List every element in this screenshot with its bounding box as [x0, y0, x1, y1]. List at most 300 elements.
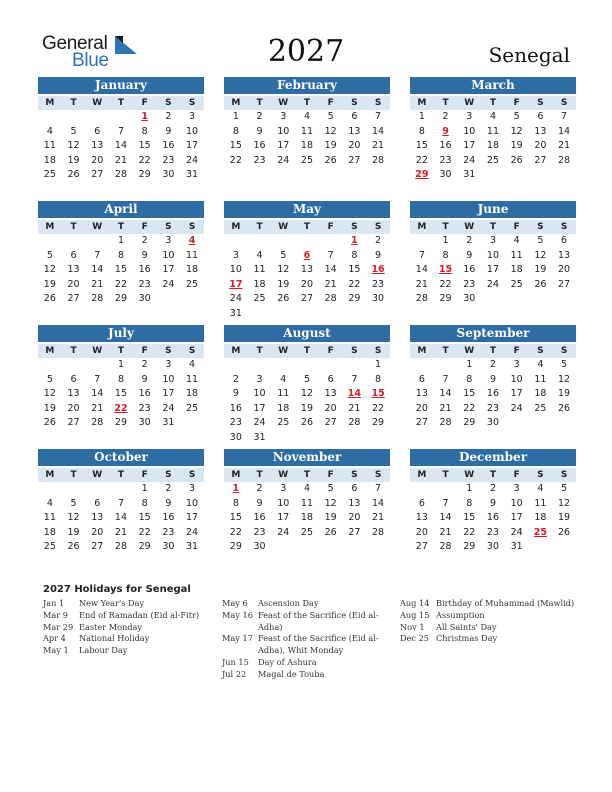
- day-cell: 17: [277, 512, 290, 524]
- day-cell: 11: [534, 373, 547, 385]
- day-cell: 28: [91, 293, 104, 305]
- day-cell: 11: [43, 512, 56, 524]
- day-cell: 6: [351, 483, 358, 494]
- weekday-label: M: [231, 346, 241, 356]
- day-cell: 26: [277, 293, 290, 305]
- day-cell: 3: [513, 359, 520, 370]
- day-cell: 4: [46, 125, 53, 137]
- holiday-name: Feast of the Sacrifice (Eid al-Adha): [258, 609, 379, 632]
- day-cell: 19: [510, 140, 523, 152]
- weekday-label: T: [442, 346, 449, 356]
- weekday-label: W: [278, 222, 289, 232]
- day-cell: 16: [486, 512, 499, 524]
- weekday-label: T: [489, 346, 497, 356]
- weekday-label: F: [513, 346, 520, 356]
- day-cell: 22: [463, 402, 476, 414]
- day-cell: 17: [186, 140, 199, 152]
- day-cell: 14: [114, 140, 127, 152]
- day-cell: 27: [534, 154, 547, 166]
- weekday-label: W: [92, 98, 103, 108]
- holiday-name: Ascension Day: [258, 598, 319, 608]
- empty-day-cell: [85, 110, 109, 125]
- day-cell: 9: [466, 249, 473, 261]
- day-grid: [38, 358, 204, 431]
- weekday-label: W: [92, 470, 103, 480]
- day-cell: 24: [162, 278, 175, 290]
- weekday-label: T: [70, 470, 77, 480]
- day-grid: [410, 482, 576, 555]
- day-cell: 24: [277, 526, 290, 538]
- holiday-item: [43, 622, 221, 634]
- day-cell: 4: [303, 483, 310, 494]
- empty-day-cell: [109, 482, 133, 497]
- day-cell: 3: [189, 483, 196, 494]
- day-cell: 14: [114, 512, 127, 524]
- day-cell: 12: [43, 388, 56, 400]
- day-cell: 16: [162, 512, 175, 524]
- day-cell: 1: [375, 359, 382, 370]
- day-cell: 12: [510, 125, 523, 137]
- weekday-label: W: [464, 222, 475, 232]
- day-cell: 13: [348, 497, 361, 509]
- day-cell: 10: [510, 373, 523, 385]
- holiday-item: [43, 598, 221, 610]
- day-cell: 24: [486, 278, 499, 290]
- weekday-label: W: [278, 98, 289, 108]
- holiday-item: [400, 610, 578, 622]
- day-cell: 21: [114, 154, 127, 166]
- weekday-label: F: [513, 470, 520, 480]
- weekday-label: T: [442, 98, 449, 108]
- day-cell: 8: [141, 497, 148, 509]
- day-cell: 24: [229, 293, 242, 305]
- day-cell: 23: [372, 278, 385, 290]
- day-cell: 7: [94, 373, 101, 385]
- day-cell: 5: [327, 111, 334, 122]
- day-cell: 4: [256, 249, 263, 261]
- month-header: October: [38, 449, 204, 466]
- holiday-name: Day of Ashura: [258, 656, 317, 667]
- day-cell: 20: [300, 278, 313, 290]
- month-header: May: [224, 201, 390, 218]
- day-cell: 27: [324, 417, 337, 429]
- weekday-label: W: [464, 98, 475, 108]
- empty-day-cell: [224, 234, 248, 249]
- logo-blue-text: Blue: [72, 50, 109, 71]
- day-cell: 12: [558, 497, 571, 509]
- weekday-label: S: [165, 222, 172, 232]
- day-grid: [38, 110, 204, 183]
- weekday-header-row: [38, 96, 204, 110]
- day-cell: 6: [70, 373, 77, 385]
- weekday-label: T: [70, 222, 77, 232]
- day-cell: 18: [510, 264, 523, 276]
- day-cell: 24: [162, 402, 175, 414]
- holiday-item: [222, 669, 400, 681]
- weekday-header-row: [224, 220, 390, 234]
- day-cell: 15: [114, 264, 127, 276]
- month-header: November: [224, 449, 390, 466]
- weekday-label: T: [489, 470, 497, 480]
- day-cell: 10: [253, 388, 266, 400]
- day-grid: [224, 482, 390, 555]
- day-cell: 12: [43, 264, 56, 276]
- day-cell: 12: [324, 497, 337, 509]
- empty-day-cell: [38, 110, 62, 125]
- holiday-column: [43, 598, 221, 657]
- holiday-day-cell: 14: [347, 388, 361, 400]
- day-cell: 19: [558, 388, 571, 400]
- day-cell: 3: [280, 111, 287, 122]
- day-cell: 21: [415, 278, 428, 290]
- day-cell: 28: [415, 293, 428, 305]
- day-cell: 15: [463, 388, 476, 400]
- day-cell: 19: [300, 402, 313, 414]
- day-cell: 25: [43, 169, 56, 181]
- day-cell: 10: [229, 264, 242, 276]
- weekday-label: S: [374, 470, 382, 480]
- weekday-header-row: [410, 96, 576, 110]
- day-cell: 12: [277, 264, 290, 276]
- weekday-label: M: [45, 346, 55, 356]
- day-cell: 21: [558, 140, 571, 152]
- weekday-label: S: [374, 98, 382, 108]
- day-cell: 17: [510, 388, 523, 400]
- day-cell: 4: [537, 483, 544, 494]
- day-cell: 10: [277, 125, 290, 137]
- day-cell: 25: [43, 541, 56, 553]
- weekday-label: S: [351, 98, 358, 108]
- day-cell: 2: [375, 235, 382, 246]
- day-cell: 20: [91, 154, 104, 166]
- day-cell: 7: [561, 111, 568, 122]
- holiday-day-cell: 1: [232, 483, 240, 494]
- day-cell: 18: [253, 278, 266, 290]
- day-cell: 6: [537, 111, 544, 122]
- weekday-label: M: [231, 98, 241, 108]
- day-cell: 14: [439, 512, 452, 524]
- month-header: July: [38, 325, 204, 342]
- day-cell: 21: [324, 278, 337, 290]
- holiday-date: Mar 29: [43, 621, 74, 632]
- empty-day-cell: [343, 358, 367, 373]
- weekday-label: T: [70, 346, 77, 356]
- day-cell: 20: [415, 402, 428, 414]
- weekday-label: S: [188, 346, 196, 356]
- month-october: [38, 449, 204, 555]
- empty-day-cell: [62, 358, 86, 373]
- weekday-label: S: [537, 470, 544, 480]
- weekday-label: W: [92, 346, 103, 356]
- day-cell: 26: [558, 402, 571, 414]
- day-grid: [410, 234, 576, 307]
- day-cell: 9: [165, 125, 172, 137]
- day-cell: 20: [324, 402, 337, 414]
- weekday-label: T: [489, 222, 497, 232]
- day-cell: 24: [510, 526, 523, 538]
- day-cell: 6: [351, 111, 358, 122]
- day-cell: 24: [253, 417, 266, 429]
- day-cell: 28: [91, 417, 104, 429]
- day-cell: 26: [67, 169, 80, 181]
- day-cell: 20: [91, 526, 104, 538]
- empty-day-cell: [319, 358, 343, 373]
- day-cell: 25: [300, 154, 313, 166]
- day-cell: 20: [558, 264, 571, 276]
- day-cell: 3: [489, 235, 496, 246]
- day-cell: 12: [558, 373, 571, 385]
- day-cell: 6: [561, 235, 568, 246]
- holiday-name: Assumption: [436, 609, 485, 620]
- day-cell: 9: [165, 497, 172, 509]
- day-cell: 16: [229, 402, 242, 414]
- holiday-name: Feast of the Sacrifice (Eid al-Adha), Whit Monday: [258, 633, 379, 656]
- holiday-item: [222, 657, 400, 669]
- day-cell: 13: [91, 140, 104, 152]
- day-cell: 29: [439, 293, 452, 305]
- month-header: August: [224, 325, 390, 342]
- weekday-label: M: [417, 470, 427, 480]
- day-cell: 7: [442, 373, 449, 385]
- holiday-name: End of Ramadan (Eid al-Fitr): [79, 609, 200, 620]
- day-cell: 28: [348, 417, 361, 429]
- empty-day-cell: [434, 482, 458, 497]
- day-cell: 1: [466, 359, 473, 370]
- month-header: February: [224, 77, 390, 94]
- weekday-header-row: [224, 344, 390, 358]
- day-cell: 8: [232, 497, 239, 509]
- month-header: September: [410, 325, 576, 342]
- day-cell: 5: [327, 483, 334, 494]
- holiday-day-cell: 25: [533, 526, 547, 538]
- day-cell: 13: [415, 388, 428, 400]
- day-cell: 5: [46, 373, 53, 385]
- weekday-label: M: [45, 222, 55, 232]
- day-cell: 15: [415, 140, 428, 152]
- weekday-label: S: [537, 98, 544, 108]
- day-cell: 17: [162, 264, 175, 276]
- day-cell: 17: [277, 140, 290, 152]
- day-cell: 26: [534, 278, 547, 290]
- weekday-label: M: [417, 346, 427, 356]
- empty-day-cell: [271, 234, 295, 249]
- weekday-label: F: [141, 98, 148, 108]
- day-cell: 11: [253, 264, 266, 276]
- day-cell: 7: [94, 249, 101, 261]
- month-august: [224, 325, 390, 446]
- day-cell: 3: [466, 111, 473, 122]
- day-cell: 5: [561, 359, 568, 370]
- weekday-label: M: [417, 98, 427, 108]
- day-cell: 3: [280, 483, 287, 494]
- weekday-label: T: [303, 222, 311, 232]
- empty-day-cell: [410, 234, 434, 249]
- day-cell: 24: [463, 154, 476, 166]
- day-cell: 8: [375, 373, 382, 385]
- holidays-title: 2027 Holidays for Senegal: [43, 584, 191, 595]
- month-header: June: [410, 201, 576, 218]
- day-cell: 19: [534, 264, 547, 276]
- weekday-label: T: [117, 470, 125, 480]
- weekday-header-row: [38, 220, 204, 234]
- day-cell: 13: [67, 388, 80, 400]
- day-grid: [410, 110, 576, 183]
- holiday-name: Christmas Day: [436, 633, 498, 644]
- day-cell: 10: [486, 249, 499, 261]
- day-cell: 29: [138, 541, 151, 553]
- day-cell: 21: [114, 526, 127, 538]
- day-cell: 19: [67, 526, 80, 538]
- day-cell: 18: [300, 140, 313, 152]
- month-november: [224, 449, 390, 555]
- day-cell: 27: [415, 541, 428, 553]
- day-cell: 8: [141, 125, 148, 137]
- day-cell: 1: [117, 235, 124, 246]
- day-cell: 15: [229, 140, 242, 152]
- holiday-date: Mar 9: [43, 609, 68, 620]
- empty-day-cell: [85, 358, 109, 373]
- day-cell: 13: [300, 264, 313, 276]
- day-cell: 16: [486, 388, 499, 400]
- day-cell: 23: [486, 402, 499, 414]
- day-cell: 4: [537, 359, 544, 370]
- day-cell: 16: [253, 512, 266, 524]
- day-cell: 28: [372, 526, 385, 538]
- weekday-label: F: [513, 222, 520, 232]
- weekday-label: F: [513, 98, 520, 108]
- holiday-date: Aug 15: [400, 609, 430, 620]
- day-cell: 26: [324, 154, 337, 166]
- day-cell: 9: [489, 497, 496, 509]
- day-cell: 30: [138, 293, 151, 305]
- weekday-label: T: [256, 98, 263, 108]
- holiday-date: Dec 25: [400, 633, 430, 644]
- day-cell: 2: [141, 235, 148, 246]
- weekday-label: W: [92, 222, 103, 232]
- day-cell: 10: [510, 497, 523, 509]
- day-cell: 16: [138, 388, 151, 400]
- day-cell: 22: [138, 526, 151, 538]
- holiday-day-cell: 1: [351, 235, 358, 246]
- weekday-label: T: [256, 222, 263, 232]
- day-cell: 21: [439, 402, 452, 414]
- day-cell: 23: [463, 278, 476, 290]
- weekday-header-row: [224, 468, 390, 482]
- day-cell: 18: [486, 140, 499, 152]
- weekday-label: T: [117, 222, 125, 232]
- empty-day-cell: [319, 234, 343, 249]
- day-cell: 2: [442, 111, 449, 122]
- empty-day-cell: [271, 358, 295, 373]
- day-cell: 13: [534, 125, 547, 137]
- day-cell: 11: [43, 140, 56, 152]
- day-cell: 22: [372, 402, 385, 414]
- day-grid: [224, 110, 390, 168]
- weekday-label: F: [141, 346, 148, 356]
- month-header: March: [410, 77, 576, 94]
- day-cell: 31: [186, 169, 199, 181]
- holiday-day-cell: 15: [438, 264, 453, 276]
- day-cell: 15: [348, 264, 361, 276]
- weekday-label: T: [256, 346, 263, 356]
- day-cell: 30: [486, 541, 499, 553]
- holiday-item: [222, 633, 400, 657]
- day-cell: 8: [117, 373, 124, 385]
- holiday-date: Jun 15: [222, 656, 249, 667]
- day-cell: 10: [162, 249, 175, 261]
- day-cell: 31: [229, 307, 242, 319]
- holiday-day-cell: 6: [303, 249, 311, 261]
- day-cell: 3: [165, 359, 172, 370]
- day-cell: 17: [463, 140, 476, 152]
- holiday-column: [222, 598, 400, 681]
- weekday-label: F: [141, 470, 148, 480]
- holiday-date: May 17: [222, 633, 253, 644]
- day-cell: 9: [256, 497, 263, 509]
- empty-day-cell: [434, 358, 458, 373]
- day-cell: 26: [300, 417, 313, 429]
- day-cell: 13: [67, 264, 80, 276]
- day-cell: 23: [229, 417, 242, 429]
- weekday-label: S: [188, 470, 196, 480]
- day-cell: 20: [348, 140, 361, 152]
- day-cell: 14: [91, 388, 104, 400]
- weekday-label: S: [537, 346, 544, 356]
- weekday-label: S: [165, 98, 172, 108]
- day-cell: 29: [463, 417, 476, 429]
- day-cell: 30: [138, 417, 151, 429]
- empty-day-cell: [38, 482, 62, 497]
- month-header: December: [410, 449, 576, 466]
- month-july: [38, 325, 204, 431]
- day-cell: 19: [67, 154, 80, 166]
- day-cell: 28: [558, 154, 571, 166]
- empty-day-cell: [62, 234, 86, 249]
- day-cell: 30: [372, 293, 385, 305]
- day-cell: 21: [372, 512, 385, 524]
- day-cell: 27: [348, 154, 361, 166]
- day-cell: 15: [138, 512, 151, 524]
- day-cell: 14: [91, 264, 104, 276]
- empty-day-cell: [248, 234, 272, 249]
- month-may: [224, 201, 390, 322]
- day-cell: 7: [442, 497, 449, 509]
- day-cell: 25: [510, 278, 523, 290]
- holiday-day-cell: 17: [229, 278, 243, 290]
- holiday-date: May 1: [43, 645, 69, 656]
- day-cell: 16: [463, 264, 476, 276]
- day-cell: 10: [277, 497, 290, 509]
- weekday-label: S: [351, 470, 358, 480]
- month-april: [38, 201, 204, 307]
- day-cell: 24: [186, 154, 199, 166]
- day-cell: 9: [141, 249, 148, 261]
- day-cell: 3: [256, 373, 263, 385]
- holiday-column: [400, 598, 578, 645]
- day-cell: 5: [561, 483, 568, 494]
- day-cell: 2: [141, 359, 148, 370]
- day-cell: 29: [114, 293, 127, 305]
- day-cell: 11: [300, 497, 313, 509]
- empty-day-cell: [85, 482, 109, 497]
- weekday-label: W: [278, 346, 289, 356]
- empty-day-cell: [109, 110, 133, 125]
- day-cell: 7: [117, 125, 124, 137]
- day-cell: 25: [534, 402, 547, 414]
- holiday-day-cell: 15: [371, 388, 385, 400]
- holiday-date: Jan 1: [43, 598, 65, 608]
- day-cell: 31: [253, 431, 266, 443]
